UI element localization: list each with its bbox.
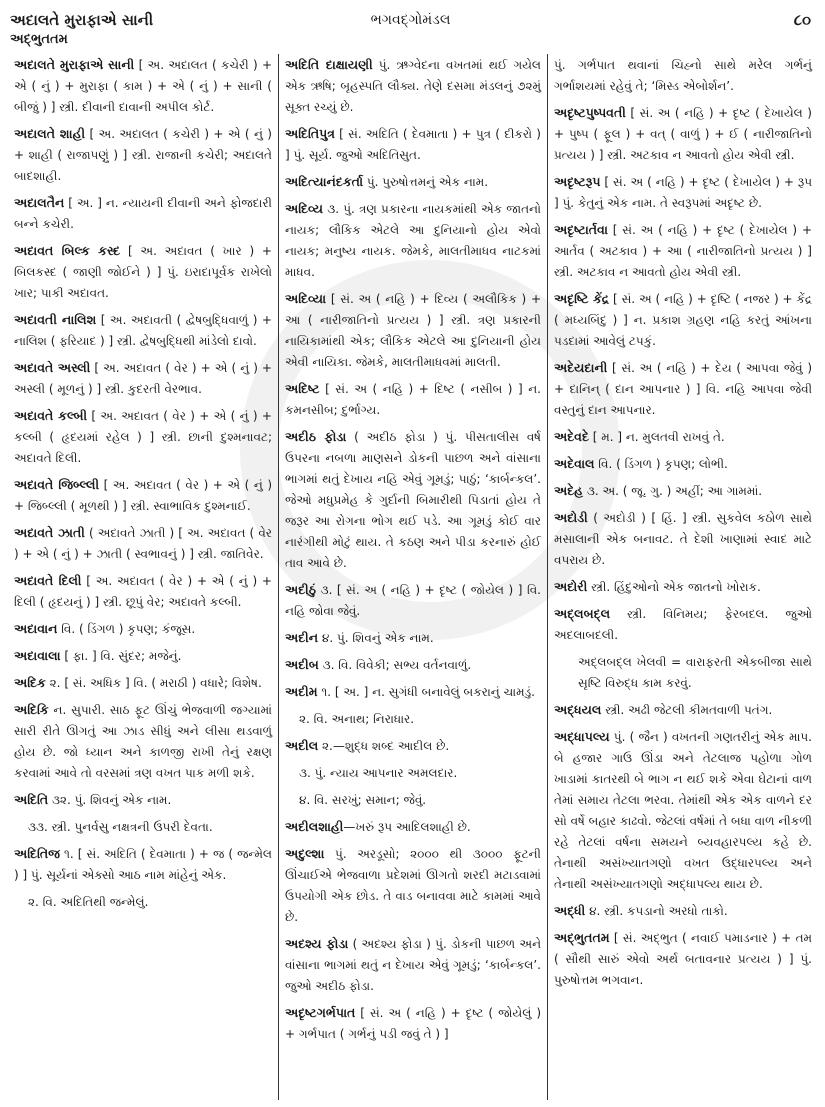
headword: અદિવ્યા bbox=[285, 291, 327, 306]
headword: અદોડી bbox=[554, 510, 588, 525]
page-number: ૮૦ bbox=[793, 11, 811, 29]
definition: પું. ઋગ્વેદના વખતમાં થઈ ગયેલ એક ઋષિ; બૃહસ્પતિ લૌક્ય. તેણે દસમા મંડલનું ૭૨મું સૂક્ત રચ્યું છે. bbox=[285, 58, 541, 114]
definition: પું. અરડૂસો; ૨૦૦૦ થી ૩૦૦૦ ફૂટની ઊંચાઈએ ભેજવાળા પ્રદેશમાં ઊગતો શરદી મટાડવામાં ઉપયોગી એક છોડ. તે વાડ બનાવવા માટે કામમાં આવે છે. bbox=[285, 847, 541, 924]
left-guide-word: અદાલતે મુરાફાએ સાની bbox=[10, 11, 154, 29]
definition: અદ્લબદ્લ ખેલવી = વારાફરતી એકબીજા સાથે સૃષ્ટિ વિરુદ્ધ કામ કરવું. bbox=[578, 655, 812, 690]
dictionary-entry bbox=[285, 54, 541, 118]
definition: [ અ. અદાલત ( કચેરી ) + એ ( નું ) + શાહી ( રાજાપણું ) ] સ્ત્રી. રાજાની કચેરી; અદાલતે બાદશાહી. bbox=[14, 127, 272, 183]
definition: [ સં. અ ( નહિ ) + દૃષ્ટ ( જોયેલું ) + ગર્ભપાત ( ગર્ભનું પડી જવું તે ) ] bbox=[285, 1006, 541, 1041]
dictionary-entry bbox=[14, 645, 272, 667]
definition: [ સં. અદ્ભુત ( નવાઈ પમાડનાર ) + તમ ( સૌથી સારું એવો અર્થ બતાવનાર પ્રત્યય ) ] પું. પુરુષોત્તમ ભગવાન. bbox=[554, 931, 812, 987]
headword: અદૃષ્ટરૂપ bbox=[554, 174, 601, 189]
definition: [ સં. અ ( નહિ ) + દૃષ્ટ ( દેખાયેલ ) + રૂપ ] પું. કેતુનું એક નામ. તે સ્વરૂપમાં અદૃષ્ટ છે. bbox=[554, 175, 812, 210]
dictionary-entry bbox=[285, 579, 541, 622]
headword: અદાવતી નાલિશ bbox=[14, 312, 97, 327]
dictionary-entry bbox=[554, 102, 812, 166]
headword: અદિતિપુત્ર bbox=[285, 126, 335, 141]
page-header bbox=[10, 8, 811, 32]
definition: [ સં. અ ( નહિ ) + દૃષ્ટ ( દેખાયેલ ) + પુષ્પ ( ફૂલ ) + વત્ ( વાળું ) + ઈ ( નારીજાતિનો પ્રત્યય ) ] સ્ત્રી. અટકાવ ન આવતો હોય એવી સ્ત્રી. bbox=[554, 106, 812, 162]
headword: અદાવતે અસ્લી bbox=[14, 360, 91, 375]
definition: ૪. વિ. સરખું; સમાન; જેવું. bbox=[299, 793, 427, 807]
dictionary-entry bbox=[554, 54, 812, 97]
column-2 bbox=[278, 54, 548, 1100]
definition: ૨.—શુદ્ધ શબ્દ આદીલ છે. bbox=[318, 739, 450, 753]
definition: ( અદીઠ ફોડા ) પું. પીસતાલીસ વર્ષ ઉપરના નબળા માણસને ડોકની પાછળ અને વાંસાના ભાગમાં થતું દેખાય નહિ એવું ગૂમડું; પાઠું; ‘કાર્બન્કલ’. જેઓ મધુપ્રમેહ કે ગુર્દાની બિમારીથી પિડાતાં હોય તે જરૂર આ રોગના ભોગ થઈ પડે. આ ગૂમડું કોઈ વાર નારંગીથી મોટું થાય. તે કઠણ અને પીડા કરનારું હોઈ તાવ આવે છે. bbox=[285, 430, 541, 570]
definition: ૩. પું. ત્રણ પ્રકારના નાયકમાંથી એક જાતનો નાયક; લૌકિક એટલે આ દુનિયાનો હોય એવો નાયક; મનુષ્ય નાયક. જેમકે, માલતીમાધવ નાટકમાં માધવ. bbox=[285, 202, 541, 279]
definition: ૨. [ સં. અધિક ] વિ. ( મરાઠી ) વધારે; વિશેષ. bbox=[45, 676, 262, 690]
dictionary-entry bbox=[285, 843, 541, 928]
definition: ૧. [ અ. ] ન. સુગંધી બનાવેલું બકરાનું ચામડું. bbox=[317, 685, 535, 699]
dictionary-entry bbox=[554, 651, 812, 694]
headword: અદીલશાહી bbox=[285, 819, 344, 834]
definition: [ અ. અદાવત ( વેર ) + એ ( નું ) + અસ્લી ( મૂળનું ) ] સ્ત્રી. કુદરતી વેરભાવ. bbox=[14, 361, 272, 396]
headword: અદૃષ્ટગર્ભપાત bbox=[285, 1005, 356, 1020]
headword: અદિકિ bbox=[14, 702, 49, 717]
dictionary-columns bbox=[8, 54, 820, 1100]
definition: ૪. પું. શિવનું એક નામ. bbox=[318, 631, 434, 645]
definition: [ સં. અ ( નહિ ) + દિવ્ય ( અલૌકિક ) + આ ( નારીજાતિનો પ્રત્યય ) ] સ્ત્રી. ત્રણ પ્રકારની નાયિકામાંથી એક; લૌકિક એટલે આ દુનિયાની હોય એવી નાયિકા. જેમકે, માલતીમાધવમાં માલતી. bbox=[285, 292, 541, 369]
headword: અદૃષ્ટાર્તવા bbox=[554, 222, 608, 237]
column-1 bbox=[8, 54, 278, 1100]
headword: અદાવાલા bbox=[14, 648, 61, 663]
headword: અદીઠ ફોડા bbox=[285, 429, 347, 444]
headword: અદાલતે મુરાફાએ સાની bbox=[14, 57, 135, 72]
dictionary-entry bbox=[285, 171, 541, 193]
definition: [ સં. અ ( નહિ ) + દેય ( આપવા જેવું ) + દાનિન્ ( દાન આપનાર ) ] વિ. નહિ આપવા જેવી વસ્તુનું દાન આપનાર. bbox=[554, 361, 812, 417]
definition: ૩. [ સં. અ ( નહિ ) + દૃષ્ટ ( જોયેલ ) ] વિ. નહિ જોવા જેવું. bbox=[285, 583, 541, 618]
definition: [ અ. અદાવત ( વેર ) + એ ( નું ) + કલ્બી ( હૃદયમાં રહેલ ) ] સ્ત્રી. છાની દુશ્મનાવટ; અદાવતે દિલી. bbox=[14, 409, 272, 465]
headword: અદીન bbox=[285, 630, 319, 645]
headword: અદાવતે કલ્બી bbox=[14, 408, 88, 423]
definition: [ અ. ] ન. ન્યાયની દીવાની અને ફોજદારી બન્ને કચેરી. bbox=[14, 196, 272, 231]
headword: અદ્ભુતતમ bbox=[554, 930, 610, 945]
definition: વિ. ( ડિંગળ ) કૃપણ; કંજૂસ. bbox=[57, 622, 196, 636]
definition: ( અદોડી ) [ હિં. ] સ્ત્રી. સુકવેલ કઠોળ સાથે મસાલાની એક બનાવટ. તે દેશી ખાણામાં સ્વાદ માટે વપરાય છે. bbox=[554, 511, 812, 567]
dictionary-entry bbox=[285, 816, 541, 838]
headword: અદૃષ્ટિ કેંદ્ર bbox=[554, 291, 610, 306]
dictionary-entry bbox=[285, 1002, 541, 1045]
headword: અદાવાન bbox=[14, 621, 58, 636]
dictionary-entry bbox=[285, 789, 541, 811]
dictionary-entry bbox=[285, 762, 541, 784]
headword: અદિત્યાનંદકર્તા bbox=[285, 174, 364, 189]
dictionary-entry bbox=[14, 309, 272, 352]
definition: [ સં. અ ( નહિ ) + દૃષ્ટિ ( નજર ) + કેંદ્ર ( મધ્યબિંદુ ) ] ન. પ્રકાશ ગ્રહણ નહિ કરતું આંખના પડદામાં આવેલું ટપકું. bbox=[554, 292, 812, 348]
headword: અદીબ bbox=[285, 657, 319, 672]
headword: અદેવદે bbox=[554, 429, 589, 444]
definition: ૪. સ્ત્રી. કપડાનો અરધો તાકો. bbox=[585, 904, 728, 918]
dictionary-entry bbox=[285, 735, 541, 757]
dictionary-entry bbox=[14, 357, 272, 400]
definition: [ અ. અદાવત ( વેર ) + એ ( નું ) + દિલી ( હૃદયનું ) ] સ્ત્રી. છૂપું વેર; અદાવતે કલ્બી. bbox=[14, 574, 272, 609]
dictionary-entry bbox=[554, 426, 812, 448]
headword: અદૃષ્ટપુષ્પવતી bbox=[554, 105, 626, 120]
definition: [ સં. અ ( નહિ ) + દૃષ્ટ ( દેખાયેલ ) + આર્તવ ( અટકાવ ) + આ ( નારીજાતિનો પ્રત્યય ) ] સ્ત્રી. અટકાવ ન આવતો હોય એવી સ્ત્રી. bbox=[554, 223, 812, 279]
definition: ( અદાવતે ઝાતી ) [ અ. અદાવત ( વેર ) + એ ( નું ) + ઝાતી ( સ્વભાવનું ) ] સ્ત્રી. જાતિવેર. bbox=[14, 526, 273, 561]
headword: અદાવતે જિબ્લ્લી bbox=[14, 477, 100, 492]
headword: અદ્લબદ્લ bbox=[554, 606, 611, 621]
definition: [ અ. અદાલત ( કચેરી ) + એ ( નું ) + મુરાફા ( કામ ) + એ ( નું ) + સાની ( બીજું ) ] સ્ત્રી. દીવાની દાવાની અપીલ કોર્ટ. bbox=[14, 58, 273, 114]
definition: વિ. ( ડિંગળ ) કૃપણ; લોભી. bbox=[594, 457, 728, 471]
dictionary-entry bbox=[554, 726, 812, 895]
definition: ૨. વિ. અદિતિથી જન્મેલું. bbox=[28, 895, 149, 909]
dictionary-entry bbox=[14, 618, 272, 640]
headword: અદિષ્ટ bbox=[285, 381, 320, 396]
definition: ૩૩. સ્ત્રી. પુનર્વસુ નક્ષત્રની ઉપરી દેવતા. bbox=[28, 820, 213, 834]
dictionary-entry bbox=[554, 480, 812, 502]
headword: અદ્ધાપલ્ય bbox=[554, 729, 610, 744]
dictionary-entry bbox=[14, 843, 272, 886]
dictionary-entry bbox=[554, 357, 812, 421]
definition: પું. પુરુષોત્તમનું એક નામ. bbox=[363, 175, 489, 189]
dictionary-entry bbox=[554, 699, 812, 721]
definition: પું. ( જૈન ) વખતની ગણતરીનું એક માપ. બે હજાર ગાઉ ઊંડા અને તેટલાજ પહોળા ગોળ ખાડામાં કાતરથી બે ભાગ ન થઈ શકે એવા ઘેટાનાં વાળ તેમાં સમાય તેટલા ભરવા. તેમાંથી એક એક વાળને દર સો વર્ષે બહાર કાઢવો. જેટલાં વર્ષમાં તે બધા વાળ નીકળી રહે તેટલાં વર્ષના સમયને બ્યવહારપલ્ય કહે છે. તેનાથી અસંખ્યાતગણો વખત ઉદ્ધારપલ્ય અને તેનાથી અસંખ્યાતગણો અદ્ધાપલ્ય થાય છે. bbox=[554, 730, 812, 891]
headword: અદાલતે શાહી bbox=[14, 126, 86, 141]
dictionary-entry bbox=[554, 900, 812, 922]
dictionary-entry bbox=[14, 240, 272, 304]
definition: ૧. [ સં. અદિતિ ( દેવમાતા ) + જ ( જન્મેલ ) ] પું. સૂર્યનાં એક્સો આઠ નામ માંહેનું એક. bbox=[14, 847, 272, 882]
dictionary-entry bbox=[14, 54, 272, 118]
dictionary-entry bbox=[554, 576, 812, 598]
dictionary-entry bbox=[14, 474, 272, 517]
headword: અદીલ bbox=[285, 738, 319, 753]
dictionary-entry bbox=[14, 570, 272, 613]
headword: અદીઠું bbox=[285, 582, 317, 597]
definition: [ અ. અદાવત ( વેર ) + એ ( નું ) + જિબ્લ્લી ( મૂળથી ) ] સ્ત્રી. સ્વાભાવિક દુશ્મનાઈ. bbox=[14, 478, 272, 513]
dictionary-entry bbox=[14, 789, 272, 811]
right-guide-word: અદ્ભુતતમ bbox=[10, 32, 68, 47]
definition: ( અદશ્ય ફોડા ) પું. ડોકની પાછળ અને વાંસાના ભાગમાં થતું ન દેખાય એવું ગૂમડું; ‘કાર્બન્કલ’. જુઓ અદીઠ ફોડા. bbox=[285, 937, 542, 993]
headword: અદાલતૈન bbox=[14, 195, 65, 210]
dictionary-entry bbox=[14, 522, 272, 565]
definition: ૨. વિ. અનાથ; નિરાધાર. bbox=[299, 712, 415, 726]
dictionary-entry bbox=[14, 816, 272, 838]
definition: સ્ત્રી. અઢી જેટલી કીમતવાળી પતંગ. bbox=[601, 703, 773, 717]
dictionary-entry bbox=[554, 927, 812, 991]
dictionary-entry bbox=[285, 933, 541, 997]
column-3 bbox=[548, 54, 818, 1100]
headword: અદોરી bbox=[554, 579, 588, 594]
dictionary-entry bbox=[285, 198, 541, 283]
definition: —ખરું રૂપ આદિલશાહી છે. bbox=[343, 820, 471, 834]
dictionary-entry bbox=[14, 405, 272, 469]
headword: અદિતિજ bbox=[14, 846, 60, 861]
dictionary-entry bbox=[554, 219, 812, 283]
headword: અદ્ધી bbox=[554, 903, 586, 918]
dictionary-entry bbox=[554, 603, 812, 646]
definition: ૩. અ. ( જૂ. ગુ. ) અહીં; આ ગામમાં. bbox=[583, 484, 763, 498]
dictionary-entry bbox=[14, 123, 272, 187]
definition: [ અ. અદાવતી ( દ્વેષબુદ્ધિવાળું ) + નાલિશ ( ફરિયાદ ) ] સ્ત્રી. દ્વેષબુદ્ધિથી માંડેલો દાવો. bbox=[14, 313, 272, 348]
headword: અદિક bbox=[14, 675, 46, 690]
headword: અદેયદાની bbox=[554, 360, 608, 375]
dictionary-entry bbox=[285, 627, 541, 649]
dictionary-entry bbox=[554, 507, 812, 571]
definition: ન. સુપારી. સાઠ ફૂટ ઊંચું ભેજવાળી જગ્યામાં સારી રીતે ઊગતું આ ઝાડ સીધું અને લીસા થડવાળું હોય છે. જો ધ્યાન અને કાળજી રાખી તેનું રક્ષણ કરવામાં આવે તો વરસમાં ત્રણ વખત પાક મળી શકે. bbox=[14, 703, 272, 780]
headword: અદાવતે ઝાતી bbox=[14, 525, 85, 540]
dictionary-entry bbox=[285, 288, 541, 373]
headword: અદિવ્ય bbox=[285, 201, 324, 216]
dictionary-entry bbox=[285, 378, 541, 421]
dictionary-entry bbox=[14, 891, 272, 913]
definition: [ સં. અ ( નહિ ) + દિષ્ટ ( નસીબ ) ] ન. કમનસીબ; દુર્ભાગ્ય. bbox=[285, 382, 541, 417]
definition: [ મ. ] ન. મુલતવી રાખવું તે. bbox=[588, 430, 725, 444]
headword: અદીમ bbox=[285, 684, 318, 699]
dictionary-entry bbox=[14, 192, 272, 235]
dictionary-entry bbox=[554, 288, 812, 352]
headword: અદિતિ દાક્ષાયણી bbox=[285, 57, 373, 72]
definition: સ્ત્રી. હિંદુઓનો એક જાતનો ખોરાક. bbox=[587, 580, 761, 594]
definition: પું. ગર્ભપાત થવાનાં ચિહ્નો સાથે મરેલ ગર્ભનું ગર્ભાશયમાં રહેવું તે; ‘મિસ્ડ એબોર્શન’. bbox=[554, 58, 812, 93]
headword: અદુલ્શા bbox=[285, 846, 325, 861]
definition: [ અ. અદાવત ( ખાર ) + બિલકસ્દ ( જાણી જોઈને ) ] પું. ઇરાદાપૂર્વક રાખેલો ખાર; પાકી અદાવત. bbox=[14, 244, 272, 300]
definition: [ ફા. ] વિ. સુંદર; મજેનું. bbox=[60, 649, 182, 663]
definition: સ્ત્રી. વિનિમય; ફેરબદલ. જુઓ અદલાબદલી. bbox=[554, 607, 812, 642]
dictionary-entry bbox=[14, 699, 272, 784]
dictionary-entry bbox=[14, 672, 272, 694]
dictionary-entry bbox=[554, 453, 812, 475]
definition: [ સં. અદિતિ ( દેવમાતા ) + પુત્ર ( દીકરો ) ] પું. સૂર્ય. જુઓ અદિતિસુત. bbox=[285, 127, 541, 162]
dictionary-entry bbox=[285, 681, 541, 703]
dictionary-entry bbox=[554, 171, 812, 214]
headword: અદાવતે દિલી bbox=[14, 573, 82, 588]
headword: અદ્ધયલ bbox=[554, 702, 602, 717]
dictionary-entry bbox=[285, 654, 541, 676]
definition: ૩. પું. ન્યાય આપનાર અમલદાર. bbox=[299, 766, 458, 780]
dictionary-entry bbox=[285, 708, 541, 730]
definition: ૩. વિ. વિવેકી; સભ્ય વર્તનવાળું. bbox=[318, 658, 472, 672]
dictionary-entry bbox=[285, 426, 541, 574]
book-title: ભગવદ્ગોમંડલ bbox=[370, 12, 451, 28]
headword: અદશ્ય ફોડા bbox=[285, 936, 349, 951]
dictionary-entry bbox=[285, 123, 541, 166]
headword: અદાવત બિલ્ક કસ્દ bbox=[14, 243, 121, 258]
headword: અદિતિ bbox=[14, 792, 49, 807]
definition: ૩૨. પું. શિવનું એક નામ. bbox=[48, 793, 172, 807]
headword: અદેહ bbox=[554, 483, 584, 498]
headword: અદેવાલ bbox=[554, 456, 595, 471]
